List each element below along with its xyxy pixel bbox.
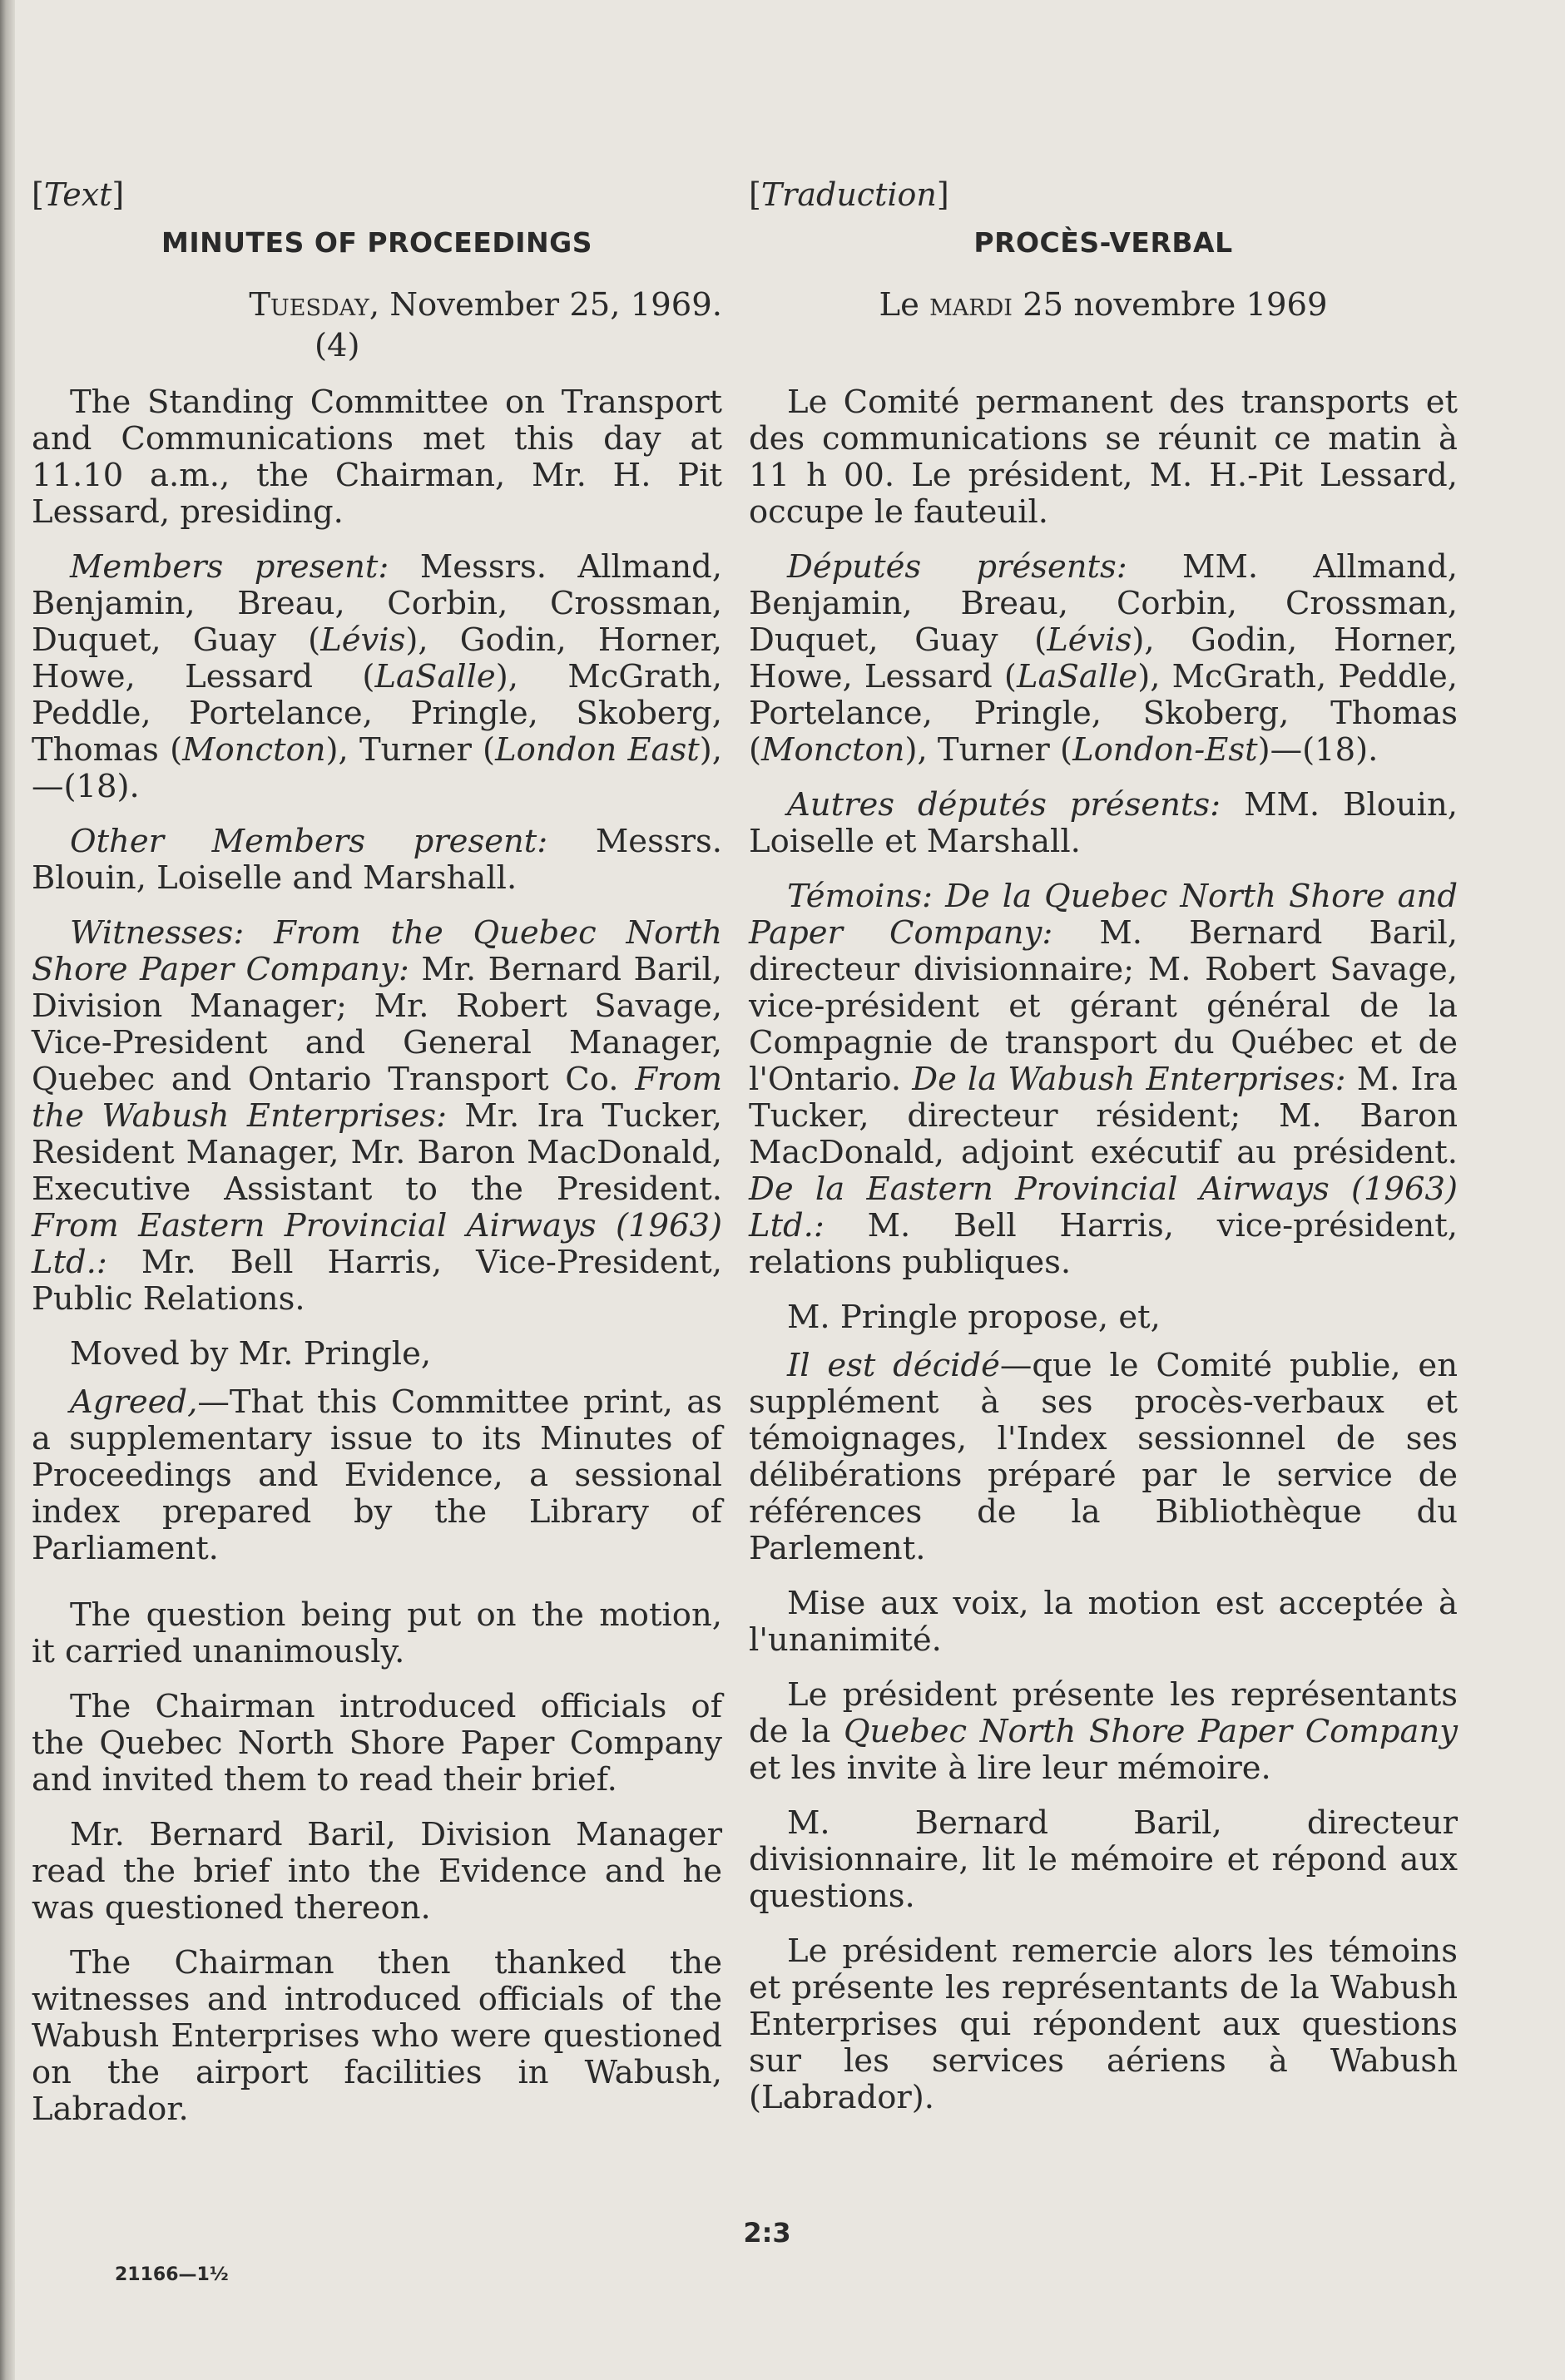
moved-by-fr: M. Pringle propose, et, [787,1299,1161,1336]
proces-verbal-heading: PROCÈS-VERBAL [973,226,1233,259]
print-code: 21166—1½ [115,2264,229,2285]
binding-edge [0,0,15,2380]
witnesses-fr: Témoins: De la Quebec North Shore and Paper Company: M. Bernard Baril, directeur divisionnaire; M. Robert Savage, vice-président et gérant général de la Compagnie de transport du Québec et de l'Ontario. De la Wabush Enterprises: M. Ira Tucker, directeur résident; M. Baron MacDonald, adjoint exécutif au président. De la Eastern Provincial Airways (1963) Ltd.: M. Bell Harris, vice-président, relations publiques. [749,878,1458,1281]
chairman-introduced: The Chairman introduced officials of the Quebec North Shore Paper Company and invited them to read their brief. [32,1688,722,1799]
minutes-heading: MINUTES OF PROCEEDINGS [161,226,593,259]
text-bracket-label: [Text] [32,176,125,213]
question-carried: The question being put on the motion, it carried unanimously. [32,1596,722,1670]
other-members-present: Other Members present: Messrs. Blouin, Loiselle and Marshall. [32,823,722,897]
chairman-introduced-fr: Le président présente les représentants de la Quebec North Shore Paper Company et les invite à lire leur mémoire. [749,1676,1458,1787]
chairman-thanked-fr: Le président remercie alors les témoins et présente les représentants de la Wabush Enterprises qui répondent aux questions sur les services aériens à Wabush (Labrador). [749,1932,1458,2116]
french-column [749,176,1458,2135]
question-carried-fr: Mise aux voix, la motion est acceptée à l'unanimité. [749,1585,1458,1659]
opening-paragraph: The Standing Committee on Transport and Communications met this day at 11.10 a.m., the Chairman, Mr. H. Pit Lessard, presiding. [32,383,722,531]
meeting-date-fr: Le mardi 25 novembre 1969 [879,286,1328,324]
issue-number-spacer [749,326,1458,366]
moved-by: Moved by Mr. Pringle, [70,1335,432,1373]
other-members-present-fr: Autres députés présents: MM. Blouin, Loiselle et Marshall. [749,786,1459,860]
members-present-fr: Députés présents: MM. Allmand, Benjamin, Breau, Corbin, Crossman, Duquet, Guay (Lévis), Godin, Horner, Howe, Lessard (LaSalle), McGrath, Peddle, Portelance, Pringle, Skoberg, Thomas (Moncton), Turner (London-Est)—(18). [749,548,1458,769]
agreed-motion: Agreed,—That this Committee print, as a supplementary issue to its Minutes of Proceedings and Evidence, a sessional index prepared by the Library of Parliament. [32,1383,722,1567]
meeting-date: Tuesday, November 25, 1969. [249,286,722,324]
opening-paragraph-fr: Le Comité permanent des transports et des communications se réunit ce matin à 11 h 00. Le président, M. H.-Pit Lessard, occupe le fauteuil. [749,383,1458,531]
members-present: Members present: Messrs. Allmand, Benjamin, Breau, Corbin, Crossman, Duquet, Guay (Lévis), Godin, Horner, Howe, Lessard (LaSalle), McGrath, Peddle, Portelance, Pringle, Skoberg, Thomas (Moncton), Turner (London East),—(18). [32,548,723,805]
baril-brief-fr: M. Bernard Baril, directeur divisionnaire, lit le mémoire et répond aux questions. [749,1804,1458,1915]
witnesses: Witnesses: From the Quebec North Shore Paper Company: Mr. Bernard Baril, Division Manager; Mr. Robert Savage, Vice-President and General Manager, Quebec and Ontario Transport Co. From the Wabush Enterprises: Mr. Ira Tucker, Resident Manager, Mr. Baron MacDonald, Executive Assistant to the President. From Eastern Provincial Airways (1963) Ltd.: Mr. Bell Harris, Vice-President, Public Relations. [32,914,722,1318]
agreed-motion-fr: Il est décidé—que le Comité publie, en supplément à ses procès-verbaux et témoignages, l'Index sessionnel de ses délibérations préparé par le service de références de la Bibliothèque du Parlement. [749,1347,1459,1567]
traduction-bracket-label: [Traduction] [749,176,949,213]
issue-number: (4) [314,327,360,364]
page-number: 2:3 [743,2217,791,2249]
english-column [32,176,722,2146]
baril-brief: Mr. Bernard Baril, Division Manager read the brief into the Evidence and he was questioned thereon. [32,1816,722,1927]
chairman-thanked: The Chairman then thanked the witnesses and introduced officials of the Wabush Enterprises who were questioned on the airport facilities in Wabush, Labrador. [32,1944,722,2128]
